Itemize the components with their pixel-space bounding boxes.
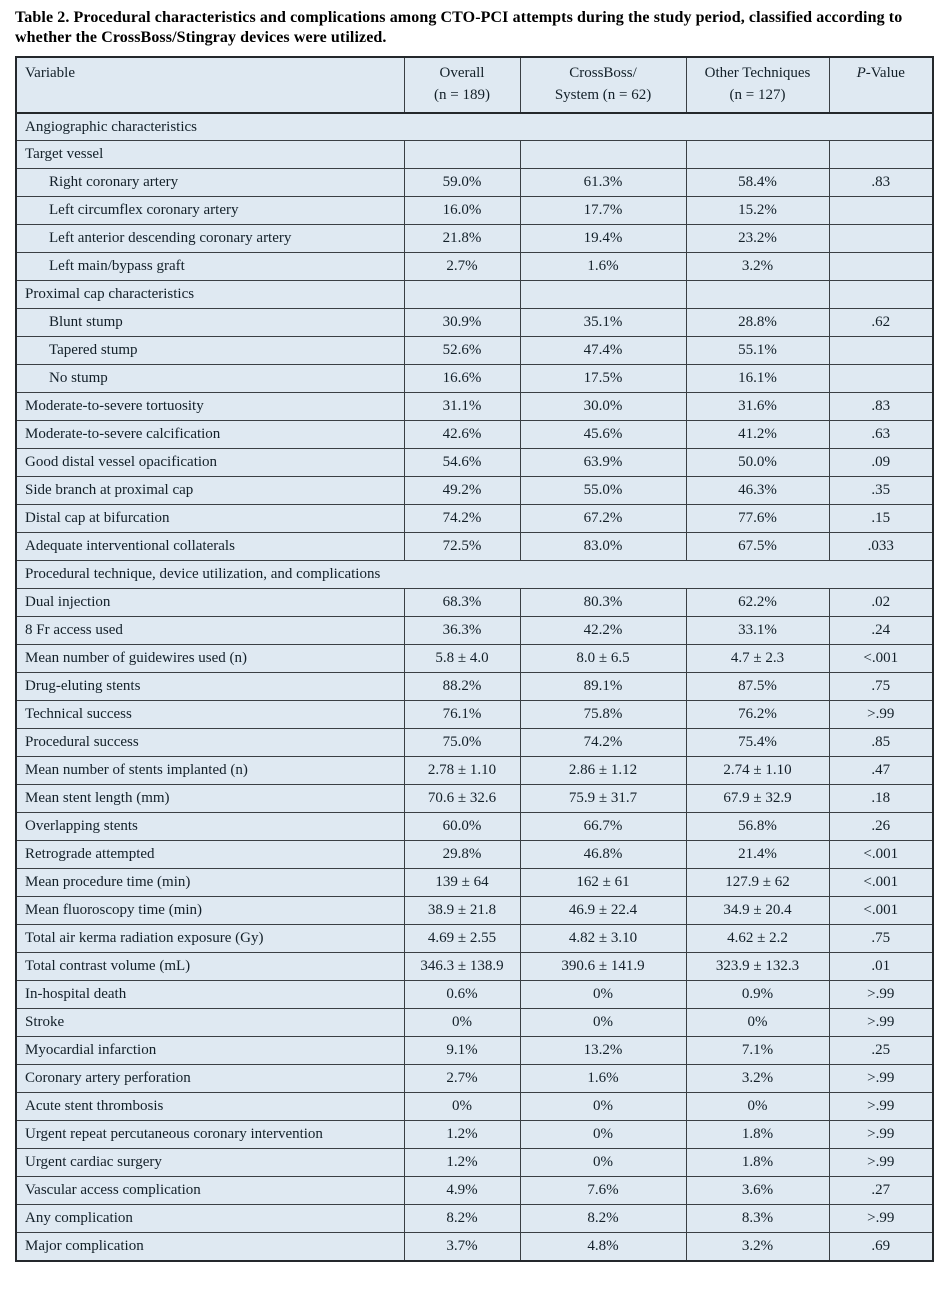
crossboss-cell — [520, 141, 686, 169]
pvalue-cell — [829, 337, 933, 365]
table-row — [16, 841, 933, 869]
variable-cell: Urgent cardiac surgery — [16, 1149, 404, 1177]
other-techniques-cell: 2.74 ± 1.10 — [686, 757, 829, 785]
table-row — [16, 785, 933, 813]
pvalue-cell: <.001 — [829, 645, 933, 673]
variable-cell: Tapered stump — [16, 337, 404, 365]
crossboss-cell: 63.9% — [520, 449, 686, 477]
crossboss-cell: 390.6 ± 141.9 — [520, 953, 686, 981]
crossboss-cell: 74.2% — [520, 729, 686, 757]
other-techniques-cell: 0% — [686, 1093, 829, 1121]
table-row — [16, 1205, 933, 1233]
crossboss-cell: 66.7% — [520, 813, 686, 841]
table-row — [16, 757, 933, 785]
pvalue-cell: .47 — [829, 757, 933, 785]
other-techniques-cell: 75.4% — [686, 729, 829, 757]
crossboss-cell: 1.6% — [520, 1065, 686, 1093]
variable-cell: Target vessel — [16, 141, 404, 169]
variable-cell: Technical success — [16, 701, 404, 729]
crossboss-cell: 162 ± 61 — [520, 869, 686, 897]
table-row — [16, 1065, 933, 1093]
pvalue-cell: .26 — [829, 813, 933, 841]
crossboss-cell: 47.4% — [520, 337, 686, 365]
table-row — [16, 1121, 933, 1149]
overall-cell: 60.0% — [404, 813, 520, 841]
overall-cell: 0% — [404, 1093, 520, 1121]
variable-cell: Mean procedure time (min) — [16, 869, 404, 897]
col-header-pvalue-label: P-Value — [856, 64, 905, 81]
table-row — [16, 393, 933, 421]
overall-cell: 16.6% — [404, 365, 520, 393]
overall-cell: 72.5% — [404, 533, 520, 561]
other-techniques-cell: 3.6% — [686, 1177, 829, 1205]
table-row — [16, 225, 933, 253]
table-row — [16, 449, 933, 477]
crossboss-cell: 0% — [520, 1093, 686, 1121]
variable-cell: Left main/bypass graft — [16, 253, 404, 281]
pvalue-cell: >.99 — [829, 1009, 933, 1037]
other-techniques-cell: 67.5% — [686, 533, 829, 561]
variable-cell: Mean number of stents implanted (n) — [16, 757, 404, 785]
crossboss-cell: 17.5% — [520, 365, 686, 393]
overall-cell: 4.69 ± 2.55 — [404, 925, 520, 953]
pvalue-cell: >.99 — [829, 1149, 933, 1177]
table-row — [16, 421, 933, 449]
other-techniques-cell: 4.7 ± 2.3 — [686, 645, 829, 673]
table-row — [16, 1009, 933, 1037]
overall-cell: 88.2% — [404, 673, 520, 701]
variable-cell: Vascular access complication — [16, 1177, 404, 1205]
overall-cell: 2.78 ± 1.10 — [404, 757, 520, 785]
overall-cell: 346.3 ± 138.9 — [404, 953, 520, 981]
other-techniques-cell: 323.9 ± 132.3 — [686, 953, 829, 981]
variable-cell: Dual injection — [16, 589, 404, 617]
other-techniques-cell: 50.0% — [686, 449, 829, 477]
variable-cell: Adequate interventional collaterals — [16, 533, 404, 561]
crossboss-cell: 30.0% — [520, 393, 686, 421]
pvalue-cell: .83 — [829, 169, 933, 197]
variable-cell: Total air kerma radiation exposure (Gy) — [16, 925, 404, 953]
table-row — [16, 1093, 933, 1121]
other-techniques-cell — [686, 141, 829, 169]
other-techniques-cell — [686, 281, 829, 309]
other-techniques-cell: 56.8% — [686, 813, 829, 841]
other-techniques-cell: 76.2% — [686, 701, 829, 729]
variable-cell: Left circumflex coronary artery — [16, 197, 404, 225]
other-techniques-cell: 46.3% — [686, 477, 829, 505]
crossboss-cell: 46.8% — [520, 841, 686, 869]
pvalue-cell: .02 — [829, 589, 933, 617]
overall-cell: 4.9% — [404, 1177, 520, 1205]
section-header-cell: Procedural technique, device utilization, and complications — [16, 561, 933, 589]
variable-cell: Mean number of guidewires used (n) — [16, 645, 404, 673]
crossboss-cell: 75.8% — [520, 701, 686, 729]
crossboss-cell: 19.4% — [520, 225, 686, 253]
table-row — [16, 673, 933, 701]
variable-cell: Overlapping stents — [16, 813, 404, 841]
variable-cell: Proximal cap characteristics — [16, 281, 404, 309]
pvalue-cell — [829, 253, 933, 281]
overall-cell: 0.6% — [404, 981, 520, 1009]
overall-cell: 1.2% — [404, 1149, 520, 1177]
variable-cell: Moderate-to-severe calcification — [16, 421, 404, 449]
pvalue-cell: >.99 — [829, 1205, 933, 1233]
col-header-overall-line2: (n = 189) — [434, 86, 490, 103]
pvalue-cell: .63 — [829, 421, 933, 449]
other-techniques-cell: 16.1% — [686, 365, 829, 393]
overall-cell: 38.9 ± 21.8 — [404, 897, 520, 925]
other-techniques-cell: 21.4% — [686, 841, 829, 869]
table-row — [16, 645, 933, 673]
procedural-characteristics-table — [15, 56, 934, 1262]
overall-cell: 49.2% — [404, 477, 520, 505]
table-row — [16, 197, 933, 225]
table-row — [16, 309, 933, 337]
overall-cell: 68.3% — [404, 589, 520, 617]
crossboss-cell: 13.2% — [520, 1037, 686, 1065]
pvalue-cell: .35 — [829, 477, 933, 505]
other-techniques-cell: 1.8% — [686, 1149, 829, 1177]
other-techniques-cell: 87.5% — [686, 673, 829, 701]
crossboss-cell: 8.2% — [520, 1205, 686, 1233]
other-techniques-cell: 3.2% — [686, 1065, 829, 1093]
table-row — [16, 953, 933, 981]
table-row — [16, 981, 933, 1009]
variable-cell: Side branch at proximal cap — [16, 477, 404, 505]
variable-cell: Mean stent length (mm) — [16, 785, 404, 813]
variable-cell: Retrograde attempted — [16, 841, 404, 869]
overall-cell: 30.9% — [404, 309, 520, 337]
crossboss-cell: 80.3% — [520, 589, 686, 617]
pvalue-cell: .033 — [829, 533, 933, 561]
variable-cell: Right coronary artery — [16, 169, 404, 197]
pvalue-cell — [829, 141, 933, 169]
pvalue-cell: .69 — [829, 1233, 933, 1261]
other-techniques-cell: 4.62 ± 2.2 — [686, 925, 829, 953]
col-header-overall — [404, 57, 520, 113]
crossboss-cell: 46.9 ± 22.4 — [520, 897, 686, 925]
table-row — [16, 533, 933, 561]
overall-cell: 21.8% — [404, 225, 520, 253]
table-row — [16, 1233, 933, 1261]
crossboss-cell: 0% — [520, 1121, 686, 1149]
table-row — [16, 281, 933, 309]
overall-cell: 9.1% — [404, 1037, 520, 1065]
overall-cell: 54.6% — [404, 449, 520, 477]
crossboss-cell: 61.3% — [520, 169, 686, 197]
table-row — [16, 589, 933, 617]
other-techniques-cell: 15.2% — [686, 197, 829, 225]
table-row — [16, 505, 933, 533]
pvalue-cell — [829, 197, 933, 225]
overall-cell: 2.7% — [404, 1065, 520, 1093]
pvalue-cell: .85 — [829, 729, 933, 757]
table-row — [16, 141, 933, 169]
col-header-pvalue — [829, 57, 933, 113]
pvalue-cell: >.99 — [829, 981, 933, 1009]
section-row — [16, 561, 933, 589]
pvalue-cell: .75 — [829, 925, 933, 953]
crossboss-cell: 17.7% — [520, 197, 686, 225]
overall-cell: 76.1% — [404, 701, 520, 729]
crossboss-cell: 8.0 ± 6.5 — [520, 645, 686, 673]
col-header-variable — [16, 57, 404, 113]
crossboss-cell — [520, 281, 686, 309]
crossboss-cell: 55.0% — [520, 477, 686, 505]
crossboss-cell: 67.2% — [520, 505, 686, 533]
table-row — [16, 869, 933, 897]
other-techniques-cell: 3.2% — [686, 1233, 829, 1261]
table-row — [16, 365, 933, 393]
overall-cell: 29.8% — [404, 841, 520, 869]
overall-cell: 75.0% — [404, 729, 520, 757]
other-techniques-cell: 28.8% — [686, 309, 829, 337]
header-row — [16, 57, 933, 113]
crossboss-cell: 0% — [520, 1149, 686, 1177]
col-header-crossboss-line1: CrossBoss/ — [569, 64, 637, 81]
table-row — [16, 617, 933, 645]
col-header-other-line1: Other Techniques — [704, 64, 811, 81]
crossboss-cell: 42.2% — [520, 617, 686, 645]
other-techniques-cell: 77.6% — [686, 505, 829, 533]
crossboss-cell: 1.6% — [520, 253, 686, 281]
pvalue-cell: .09 — [829, 449, 933, 477]
other-techniques-cell: 67.9 ± 32.9 — [686, 785, 829, 813]
variable-cell: Any complication — [16, 1205, 404, 1233]
other-techniques-cell: 62.2% — [686, 589, 829, 617]
pvalue-cell: .25 — [829, 1037, 933, 1065]
pvalue-cell: .83 — [829, 393, 933, 421]
variable-cell: Urgent repeat percutaneous coronary intervention — [16, 1121, 404, 1149]
other-techniques-cell: 8.3% — [686, 1205, 829, 1233]
overall-cell: 36.3% — [404, 617, 520, 645]
variable-cell: Good distal vessel opacification — [16, 449, 404, 477]
table-body — [16, 113, 933, 1261]
pvalue-cell: .18 — [829, 785, 933, 813]
other-techniques-cell: 127.9 ± 62 — [686, 869, 829, 897]
overall-cell: 0% — [404, 1009, 520, 1037]
variable-cell: Total contrast volume (mL) — [16, 953, 404, 981]
crossboss-cell: 4.82 ± 3.10 — [520, 925, 686, 953]
other-techniques-cell: 41.2% — [686, 421, 829, 449]
table-row — [16, 169, 933, 197]
table-title: Table 2. Procedural characteristics and complications among CTO-PCI attempts during the study period, classified according to whether the CrossBoss/Stingray devices were utilized. — [15, 9, 903, 47]
col-header-crossboss-line2: System (n = 62) — [554, 86, 652, 103]
variable-cell: 8 Fr access used — [16, 617, 404, 645]
variable-cell: Coronary artery perforation — [16, 1065, 404, 1093]
pvalue-cell: >.99 — [829, 1121, 933, 1149]
variable-cell: Myocardial infarction — [16, 1037, 404, 1065]
variable-cell: Major complication — [16, 1233, 404, 1261]
variable-cell: Blunt stump — [16, 309, 404, 337]
other-techniques-cell: 0.9% — [686, 981, 829, 1009]
variable-cell: Drug-eluting stents — [16, 673, 404, 701]
variable-cell: Acute stent thrombosis — [16, 1093, 404, 1121]
overall-cell: 59.0% — [404, 169, 520, 197]
other-techniques-cell: 23.2% — [686, 225, 829, 253]
overall-cell: 2.7% — [404, 253, 520, 281]
variable-cell: Procedural success — [16, 729, 404, 757]
col-header-crossboss — [520, 57, 686, 113]
pvalue-cell: <.001 — [829, 869, 933, 897]
section-header-cell: Angiographic characteristics — [16, 113, 933, 141]
table-row — [16, 477, 933, 505]
overall-cell: 1.2% — [404, 1121, 520, 1149]
pvalue-cell — [829, 281, 933, 309]
pvalue-cell: >.99 — [829, 1065, 933, 1093]
pvalue-cell: .62 — [829, 309, 933, 337]
col-header-other-line2: (n = 127) — [729, 86, 786, 103]
overall-cell: 139 ± 64 — [404, 869, 520, 897]
col-header-other-techniques — [686, 57, 829, 113]
crossboss-cell: 4.8% — [520, 1233, 686, 1261]
crossboss-cell: 89.1% — [520, 673, 686, 701]
table-row — [16, 813, 933, 841]
variable-cell: Left anterior descending coronary artery — [16, 225, 404, 253]
table-row — [16, 729, 933, 757]
variable-cell: No stump — [16, 365, 404, 393]
variable-cell: Mean fluoroscopy time (min) — [16, 897, 404, 925]
pvalue-cell: <.001 — [829, 841, 933, 869]
crossboss-cell: 35.1% — [520, 309, 686, 337]
table-row — [16, 253, 933, 281]
crossboss-cell: 0% — [520, 981, 686, 1009]
table-row — [16, 1149, 933, 1177]
table-header — [16, 57, 933, 113]
pvalue-cell: >.99 — [829, 701, 933, 729]
other-techniques-cell: 7.1% — [686, 1037, 829, 1065]
col-header-overall-line1: Overall — [439, 64, 485, 81]
variable-cell: Moderate-to-severe tortuosity — [16, 393, 404, 421]
overall-cell: 3.7% — [404, 1233, 520, 1261]
pvalue-cell — [829, 225, 933, 253]
other-techniques-cell: 55.1% — [686, 337, 829, 365]
section-row — [16, 113, 933, 141]
overall-cell: 74.2% — [404, 505, 520, 533]
pvalue-cell — [829, 365, 933, 393]
overall-cell — [404, 281, 520, 309]
crossboss-cell: 7.6% — [520, 1177, 686, 1205]
overall-cell: 5.8 ± 4.0 — [404, 645, 520, 673]
table-row — [16, 701, 933, 729]
pvalue-cell: .15 — [829, 505, 933, 533]
pvalue-cell: .27 — [829, 1177, 933, 1205]
other-techniques-cell: 33.1% — [686, 617, 829, 645]
other-techniques-cell: 34.9 ± 20.4 — [686, 897, 829, 925]
overall-cell — [404, 141, 520, 169]
overall-cell: 31.1% — [404, 393, 520, 421]
crossboss-cell: 45.6% — [520, 421, 686, 449]
pvalue-cell: >.99 — [829, 1093, 933, 1121]
pvalue-cell: .24 — [829, 617, 933, 645]
other-techniques-cell: 58.4% — [686, 169, 829, 197]
pvalue-cell: <.001 — [829, 897, 933, 925]
crossboss-cell: 2.86 ± 1.12 — [520, 757, 686, 785]
crossboss-cell: 75.9 ± 31.7 — [520, 785, 686, 813]
table-row — [16, 337, 933, 365]
col-header-variable-label: Variable — [25, 64, 75, 81]
table-row — [16, 925, 933, 953]
crossboss-cell: 0% — [520, 1009, 686, 1037]
pvalue-cell: .75 — [829, 673, 933, 701]
variable-cell: In-hospital death — [16, 981, 404, 1009]
overall-cell: 8.2% — [404, 1205, 520, 1233]
other-techniques-cell: 3.2% — [686, 253, 829, 281]
overall-cell: 70.6 ± 32.6 — [404, 785, 520, 813]
other-techniques-cell: 1.8% — [686, 1121, 829, 1149]
other-techniques-cell: 0% — [686, 1009, 829, 1037]
overall-cell: 52.6% — [404, 337, 520, 365]
crossboss-cell: 83.0% — [520, 533, 686, 561]
variable-cell: Distal cap at bifurcation — [16, 505, 404, 533]
table-row — [16, 1037, 933, 1065]
overall-cell: 42.6% — [404, 421, 520, 449]
table-row — [16, 1177, 933, 1205]
overall-cell: 16.0% — [404, 197, 520, 225]
variable-cell: Stroke — [16, 1009, 404, 1037]
other-techniques-cell: 31.6% — [686, 393, 829, 421]
pvalue-cell: .01 — [829, 953, 933, 981]
table-row — [16, 897, 933, 925]
